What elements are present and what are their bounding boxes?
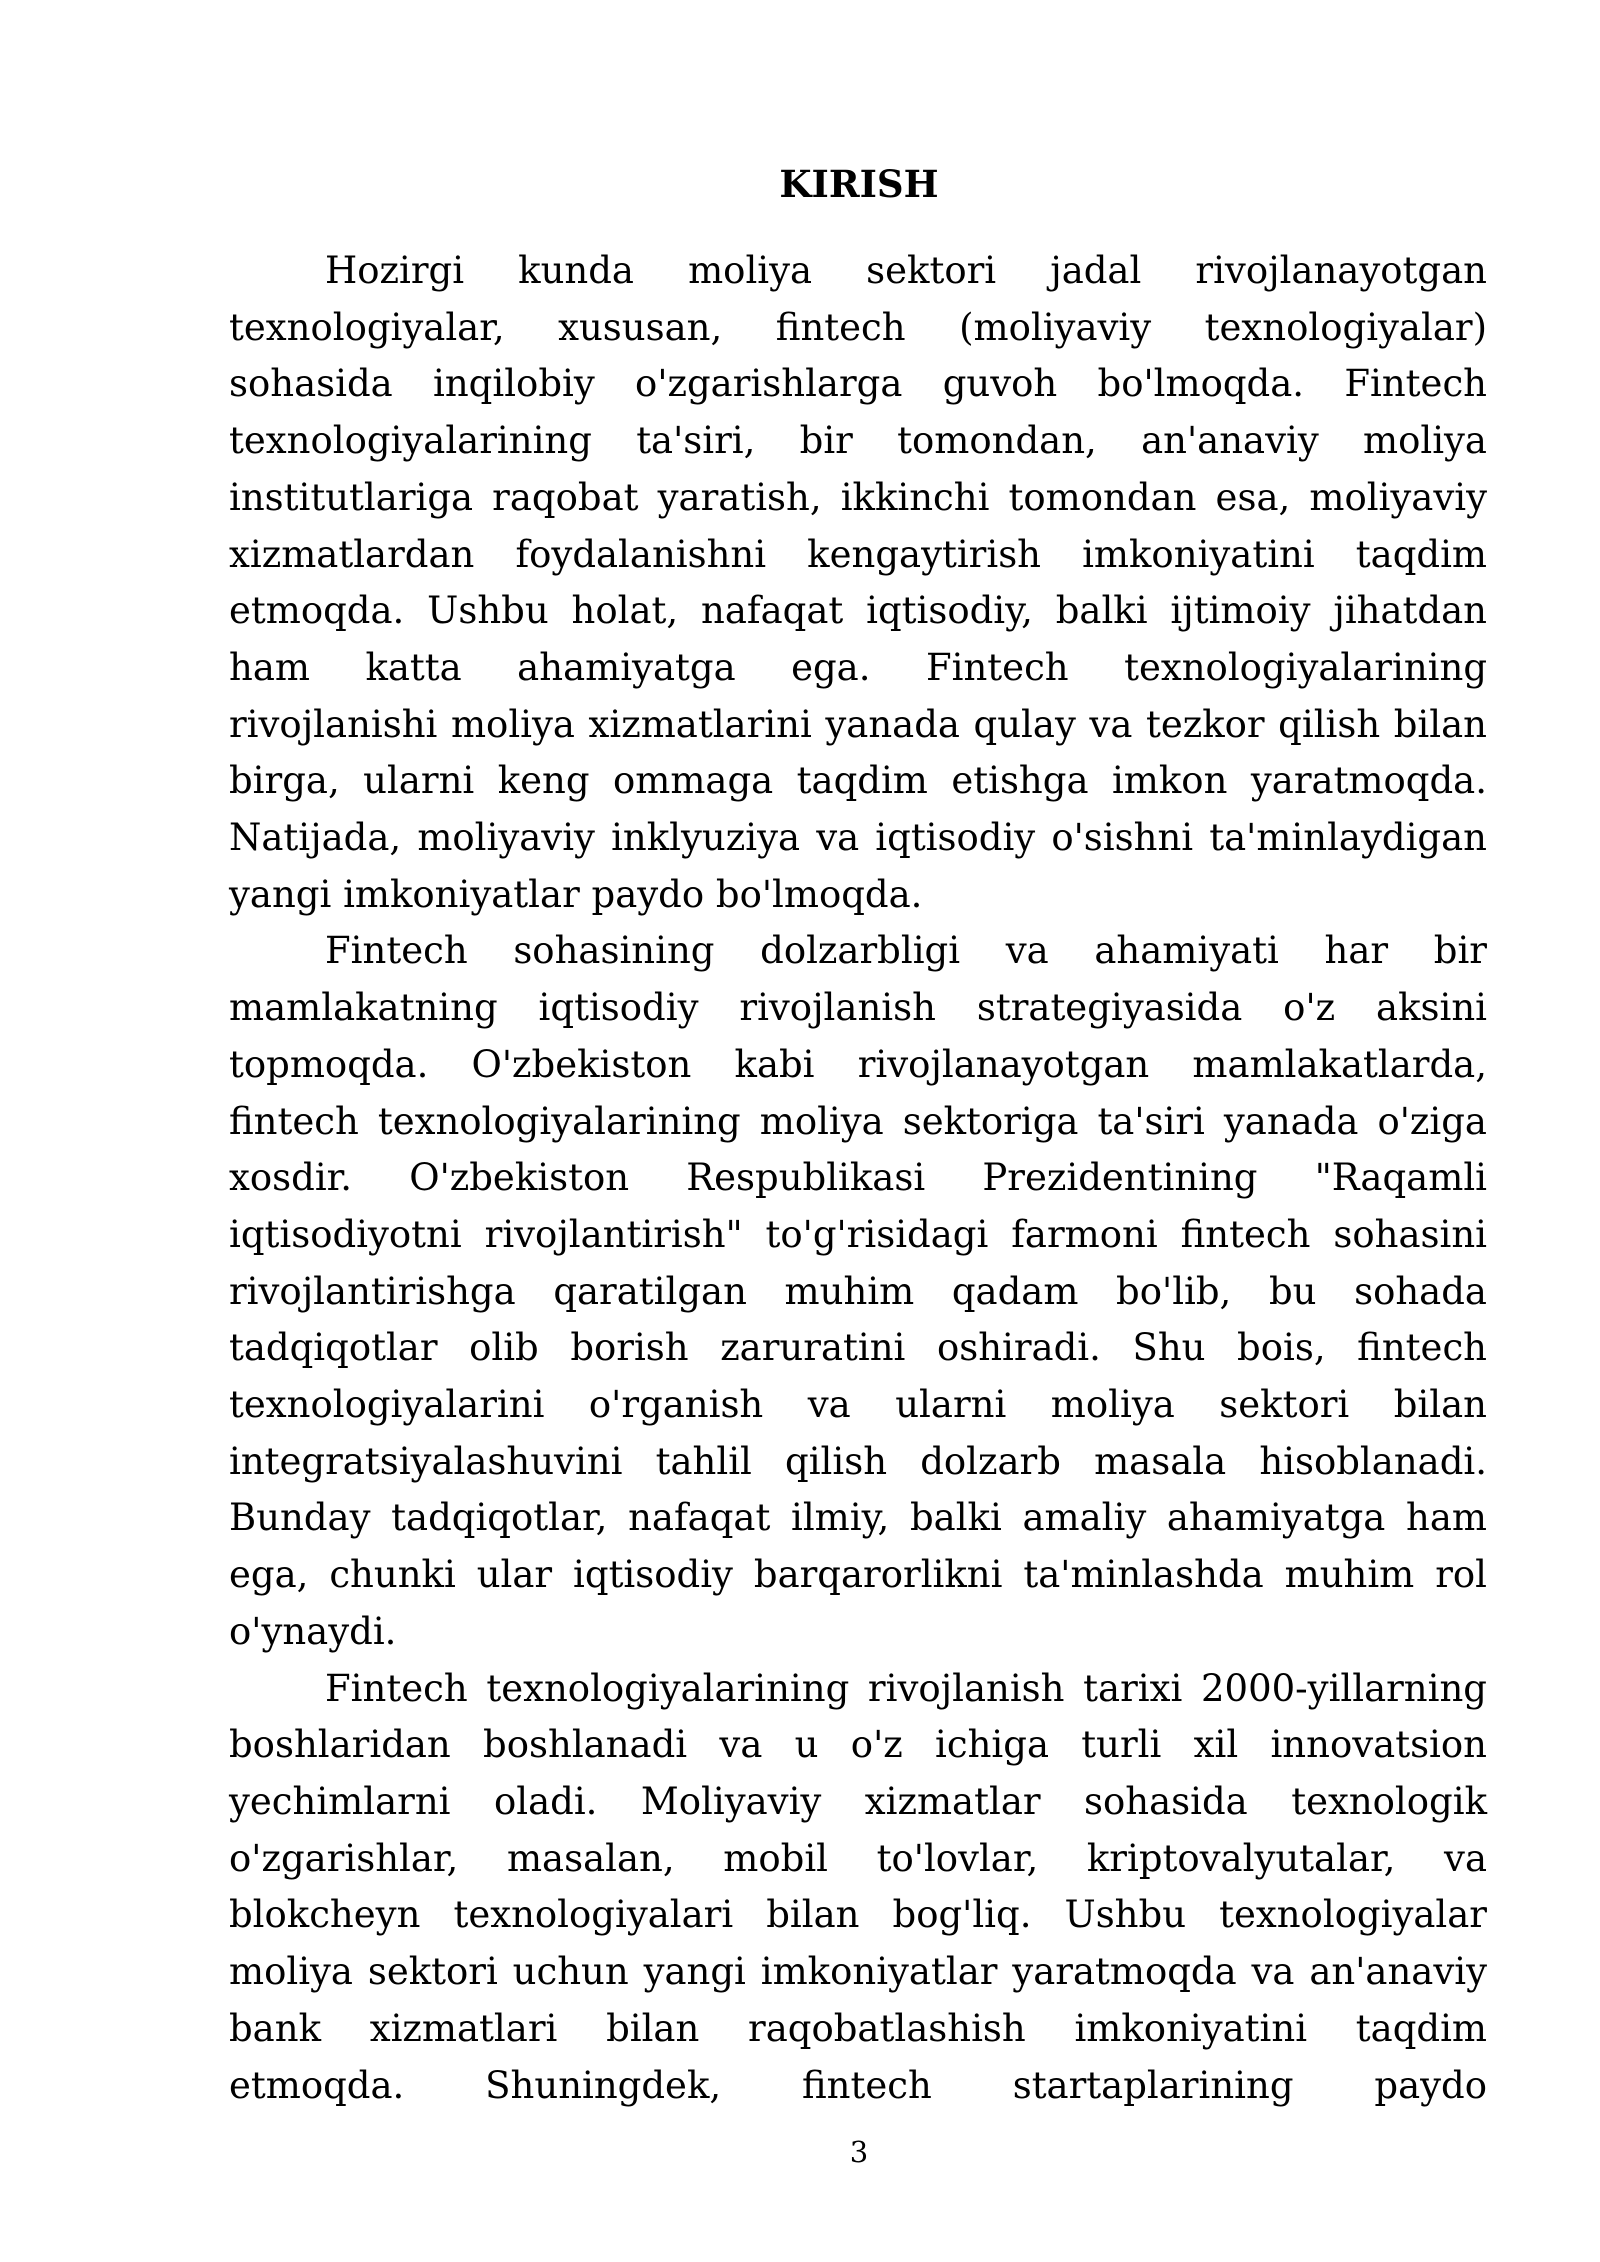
page-number: 3 bbox=[849, 2135, 869, 2169]
page-title: KIRISH bbox=[779, 162, 939, 206]
paragraph: Hozirgi kunda moliya sektori jadal rivojlanayotgan texnologiyalar, xususan, fintech (moliyaviy texnologiyalar) sohasida inqilobiy o'zgarishlarga guvoh bo'lmoqda. Fintech texnologiyalarining ta'siri, bir tomondan, an'anaviy moliya institutlariga raqobat yaratish, ikkinchi tomondan esa, moliyaviy xizmatlardan foydalanishni kengaytirish imkoniyatini taqdim etmoqda. Ushbu holat, nafaqat iqtisodiy, balki ijtimoiy jihatdan ham katta ahamiyatga ega. Fintech texnologiyalarining rivojlanishi moliya xizmatlarini yanada qulay va tezkor qilish bilan birga, ularni keng ommaga taqdim etishga imkon yaratmoqda. Natijada, moliyaviy inklyuziya va iqtisodiy o'sishni ta'minlaydigan yangi imkoniyatlar paydo bo'lmoqda. bbox=[229, 249, 1487, 916]
paragraph: Fintech texnologiyalarining rivojlanish tarixi 2000-yillarning boshlaridan boshlanadi va u o'z ichiga turli xil innovatsion yechimlarni oladi. Moliyaviy xizmatlar sohasida texnologik o'zgarishlar, masalan, mobil to'lovlar, kriptovalyutalar, va blokcheyn texnologiyalari bilan bog'liq. Ushbu texnologiyalar moliya sektori uchun yangi imkoniyatlar yaratmoqda va an'anaviy bank xizmatlari bilan raqobatlashish imkoniyatini taqdim etmoqda. Shuningdek, fintech startaplarining paydo bbox=[229, 1666, 1487, 2107]
paragraph: Fintech sohasining dolzarbligi va ahamiyati har bir mamlakatning iqtisodiy rivojlanish strategiyasida o'z aksini topmoqda. O'zbekiston kabi rivojlanayotgan mamlakatlarda, fintech texnologiyalarining moliya sektoriga ta'siri yanada o'ziga xosdir. O'zbekiston Respublikasi Prezidentining "Raqamli iqtisodiyotni rivojlantirish" to'g'risidagi farmoni fintech sohasini rivojlantirishga qaratilgan muhim qadam bo'lib, bu sohada tadqiqotlar olib borish zaruratini oshiradi. Shu bois, fintech texnologiyalarini o'rganish va ularni moliya sektori bilan integratsiyalashuvini tahlil qilish dolzarb masala hisoblanadi. Bunday tadqiqotlar, nafaqat ilmiy, balki amaliy ahamiyatga ham ega, chunki ular iqtisodiy barqarorlikni ta'minlashda muhim rol o'ynaydi. bbox=[229, 929, 1487, 1653]
document-body bbox=[229, 243, 1487, 2114]
